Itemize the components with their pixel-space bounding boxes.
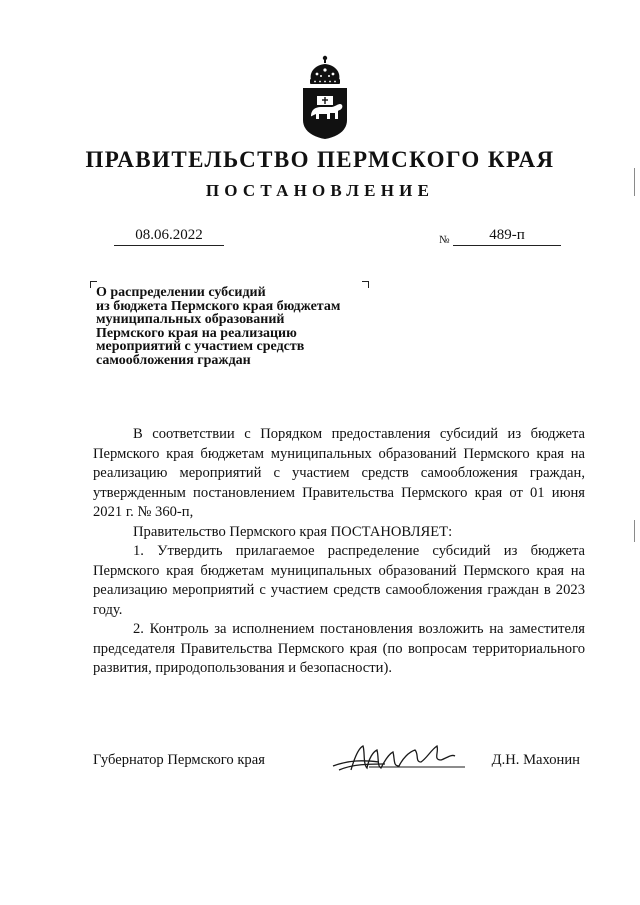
body-paragraph-item-1: 1. Утвердить прилагаемое распределение субсидий из бюджета Пермского края бюджетам муниципальных образований Пермского края на реализацию мероприятий с участием средств самообложения граждан в 2023 году. [93,543,585,618]
subject-line: муниципальных образований [96,312,285,327]
document-date: 08.06.2022 [114,227,224,246]
number-sign: № [439,234,450,246]
document-subject [96,286,386,367]
government-title: ПРАВИТЕЛЬСТВО ПЕРМСКОГО КРАЯ [85,147,555,172]
perm-krai-coat-of-arms-icon [295,54,355,140]
body-paragraph-decree: Правительство Пермского края ПОСТАНОВЛЯЕТ: [133,523,453,540]
subject-line: самообложения граждан [96,352,251,368]
document-body [93,425,585,679]
subject-line: О распределении субсидий [96,285,266,300]
document-type: ПОСТАНОВЛЕНИЕ [205,181,435,200]
handwritten-signature [329,740,467,778]
body-paragraph-preamble: В соответствии с Порядком предоставления субсидий из бюджета Пермского края бюджетам муниципальных образований Пермского края на реализацию мероприятий с участием средств самообложения граждан, утвержденным постановлением Правительства Пермского края от 01 июня 2021 г. № 360-п, [93,426,585,520]
subject-line: из бюджета Пермского края бюджетам [96,298,341,314]
signatory-position: Губернатор Пермского края [93,752,265,768]
scan-edge-mark [634,520,635,542]
subject-line: Пермского края на реализацию [96,325,297,341]
document-number: 489-п [453,227,561,246]
subject-line: мероприятий с участием средств [96,339,305,354]
body-paragraph-item-2: 2. Контроль за исполнением постановления возложить на заместителя председателя Правительства Пермского края (по вопросам территориального развития, природопользования и безопасности). [93,621,585,676]
signatory-name: Д.Н. Махонин [491,752,580,768]
